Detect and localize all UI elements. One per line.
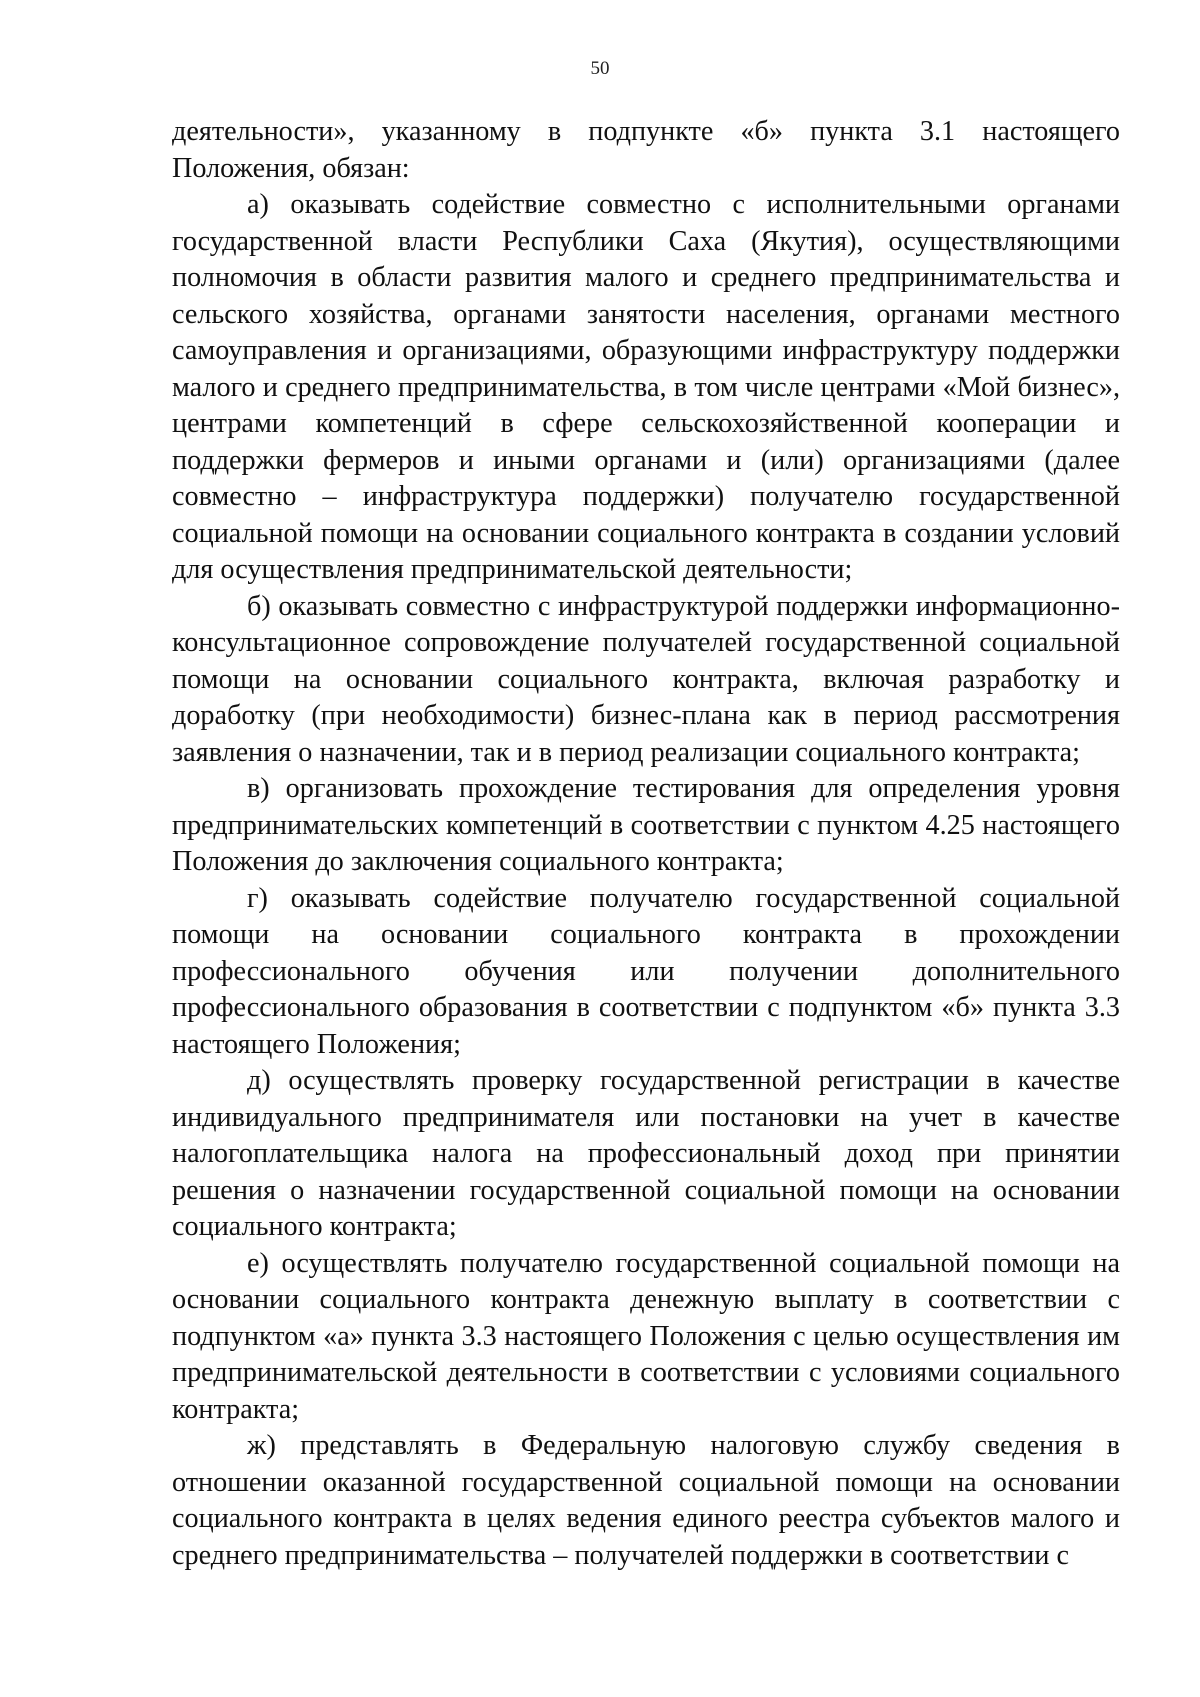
- document-body: [172, 114, 1120, 1574]
- page-number: 50: [590, 58, 610, 79]
- paragraph-item-a: а) оказывать содействие совместно с исполнительными органами государственной власти Республики Саха (Якутия), осуществляющими полномочия в области развития малого и среднего предпринимательства и сельского хозяйства, органами занятости населения, органами местного самоуправления и организациями, образующими инфраструктуру поддержки малого и среднего предпринимательства, в том числе центрами «Мой бизнес», центрами компетенций в сфере сельскохозяйственной кооперации и поддержки фермеров и иными органами и (или) организациями (далее совместно – инфраструктура поддержки) получателю государственной социальной помощи на основании социального контракта в создании условий для осуществления предпринимательской деятельности;: [172, 189, 1120, 585]
- paragraph-item-e: е) осуществлять получателю государственной социальной помощи на основании социального контракта денежную выплату в соответствии с подпунктом «а» пункта 3.3 настоящего Положения с целью осуществления им предпринимательской деятельности в соответствии с условиями социального контракта;: [172, 1247, 1120, 1425]
- paragraph-item-g: г) оказывать содействие получателю государственной социальной помощи на основании социального контракта в прохождении профессионального обучения или получении дополнительного профессионального образования в соответствии с подпунктом «б» пункта 3.3 настоящего Положения;: [172, 882, 1120, 1060]
- paragraph-item-zh: ж) представлять в Федеральную налоговую службу сведения в отношении оказанной государственной социальной помощи на основании социального контракта в целях ведения единого реестра субъектов малого и среднего предпринимательства – получателей поддержки в соответствии с: [172, 1430, 1120, 1571]
- paragraph-item-d: д) осуществлять проверку государственной регистрации в качестве индивидуального предпринимателя или постановки на учет в качестве налогоплательщика налога на профессиональный доход при принятии решения о назначении государственной социальной помощи на основании социального контракта;: [172, 1065, 1120, 1242]
- paragraph-item-v: в) организовать прохождение тестирования для определения уровня предпринимательских компетенций в соответствии с пунктом 4.25 настоящего Положения до заключения социального контракта;: [172, 773, 1120, 877]
- paragraph-intro: деятельности», указанному в подпункте «б» пункта 3.1 настоящего Положения, обязан:: [172, 116, 1120, 184]
- paragraph-item-b: б) оказывать совместно с инфраструктурой поддержки информационно-консультационное сопровождение получателей государственной социальной помощи на основании социального контракта, включая разработку и доработку (при необходимости) бизнес-плана как в период рассмотрения заявления о назначении, так и в период реализации социального контракта;: [172, 590, 1120, 768]
